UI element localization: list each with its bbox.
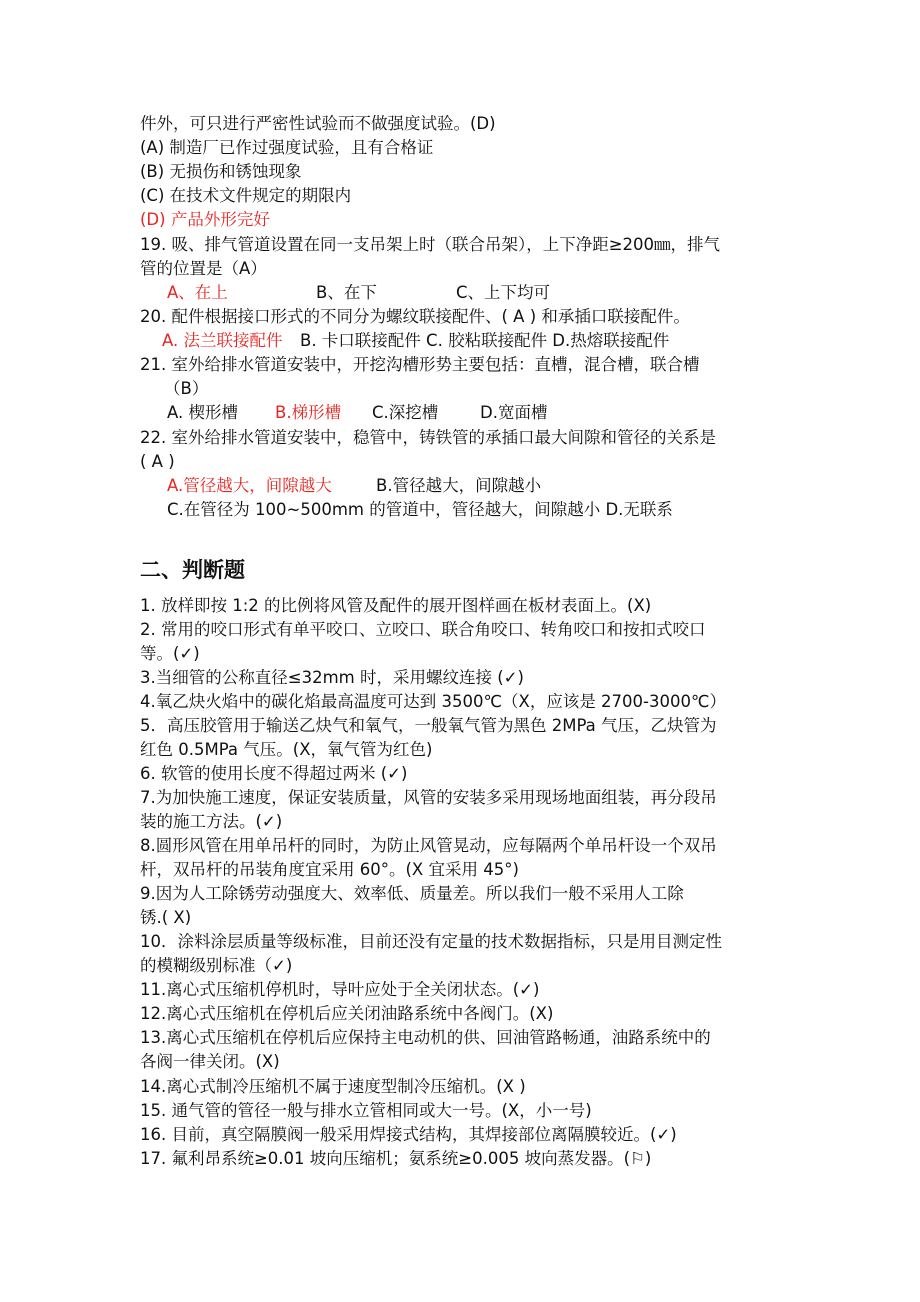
q21-option-c: C.深挖槽: [372, 403, 439, 422]
judge-line: 6. 软管的使用长度不得超过两米 (✓): [140, 764, 408, 783]
q19-option-c: C、上下均可: [456, 283, 551, 302]
judge-line: 2. 常用的咬口形式有单平咬口、立咬口、联合角咬口、转角咬口和按扣式咬口: [140, 620, 706, 639]
judge-line: 8.圆形风管在用单吊杆的同时，为防止风管晃动，应每隔两个单吊杆设一个双吊: [140, 836, 717, 855]
judge-line: 的模糊级别标准（✓): [140, 956, 293, 975]
judge-line: 3.当细管的公称直径≤32mm 时，采用螺纹连接 (✓): [140, 668, 524, 687]
q21-option-a: A. 楔形槽: [167, 403, 238, 422]
q18-option-b: (B) 无损伤和锈蚀现象: [140, 162, 302, 181]
q18-option-a: (A) 制造厂已作过强度试验，且有合格证: [140, 138, 434, 157]
judge-line: 1. 放样即按 1:2 的比例将风管及配件的展开图样画在板材表面上。(X): [140, 596, 652, 615]
q19-options: [140, 281, 840, 305]
judge-line: 装的施工方法。(✓): [140, 812, 283, 831]
judge-line: 9.因为人工除锈劳动强度大、效率低、质量差。所以我们一般不采用人工除: [140, 884, 684, 903]
judge-line: 4.氧乙炔火焰中的碳化焰最高温度可达到 3500℃（X，应该是 2700-3000℃）: [140, 692, 727, 711]
q19-option-a-answer: A、在上: [167, 283, 228, 302]
q19-option-b: B、在下: [316, 283, 377, 302]
judge-line: 10．涂料涂层质量等级标准，目前还没有定量的技术数据指标，只是用目测定性: [140, 932, 722, 951]
judge-line: 16. 目前，真空隔膜阀一般采用焊接式结构，其焊接部位离隔膜较近。(✓): [140, 1125, 677, 1144]
q20-stem: 20. 配件根据接口形式的不同分为螺纹联接配件、( A ) 和承插口联接配件。: [140, 307, 690, 326]
q21-option-b-answer: B.梯形槽: [275, 403, 342, 422]
q22-options-ab: [140, 474, 840, 498]
q22-option-b: B.管径越大，间隙越小: [376, 476, 542, 495]
judge-line: 锈.( X): [140, 908, 192, 927]
judge-line: 各阀一律关闭。(X): [140, 1052, 280, 1071]
q18-option-d-answer: (D) 产品外形完好: [140, 210, 270, 229]
q22-options-cd: C.在管径为 100~500mm 的管道中，管径越大，间隙越小 D.无联系: [167, 500, 673, 519]
q20-option-a-answer: A. 法兰联接配件: [162, 331, 283, 350]
judge-line: 15. 通气管的管径一般与排水立管相同或大一号。(X，小一号): [140, 1101, 592, 1120]
q22-stem: 22. 室外给排水管道安装中，稳管中，铸铁管的承插口最大间隙和管径的关系是: [140, 428, 716, 447]
q19-stem-cont: 管的位置是（A）: [140, 259, 267, 278]
judge-line: 5．高压胶管用于输送乙炔气和氧气，一般氧气管为黑色 2MPa 气压，乙炔管为: [140, 716, 717, 735]
judge-line: 12.离心式压缩机在停机后应关闭油路系统中各阀门。(X): [140, 1004, 554, 1023]
q18-continuation: 件外，可只进行严密性试验而不做强度试验。(D): [140, 114, 496, 133]
q21-option-d: D.宽面槽: [480, 403, 548, 422]
section-title: 二、判断题: [140, 558, 245, 582]
judge-line: 等。(✓): [140, 644, 200, 663]
judge-line: 7.为加快施工速度，保证安装质量，风管的安装多采用现场地面组装，再分段吊: [140, 788, 717, 807]
q22-option-a-answer: A.管径越大，间隙越大: [167, 476, 332, 495]
q22-stem-cont: ( A ): [140, 452, 175, 471]
q18-option-c: (C) 在技术文件规定的期限内: [140, 186, 352, 205]
q21-options: [140, 401, 840, 425]
q19-stem: 19. 吸、排气管道设置在同一支吊架上时（联合吊架），上下净距≥200㎜，排气: [140, 235, 721, 254]
judge-line: 14.离心式制冷压缩机不属于速度型制冷压缩机。(X ): [140, 1077, 526, 1096]
judge-line: 13.离心式压缩机在停机后应保持主电动机的供、回油管路畅通，油路系统中的: [140, 1028, 711, 1047]
q21-stem: 21. 室外给排水管道安装中，开挖沟槽形势主要包括：直槽，混合槽，联合槽: [140, 355, 700, 374]
q20-options: [140, 329, 840, 353]
judge-line: 11.离心式压缩机停机时，导叶应处于全关闭状态。(✓): [140, 980, 540, 999]
q21-stem-cont: （B）: [164, 379, 209, 398]
judge-line: 17. 氟利昂系统≥0.01 坡向压缩机；氨系统≥0.005 坡向蒸发器。(⚐): [140, 1149, 652, 1168]
judge-line: 红色 0.5MPa 气压。(X，氧气管为红色): [140, 740, 433, 759]
q20-options-bcd: B. 卡口联接配件 C. 胶粘联接配件 D.热熔联接配件: [300, 331, 670, 350]
judge-line: 杆，双吊杆的吊装角度宜采用 60°。(X 宜采用 45°): [140, 860, 519, 879]
